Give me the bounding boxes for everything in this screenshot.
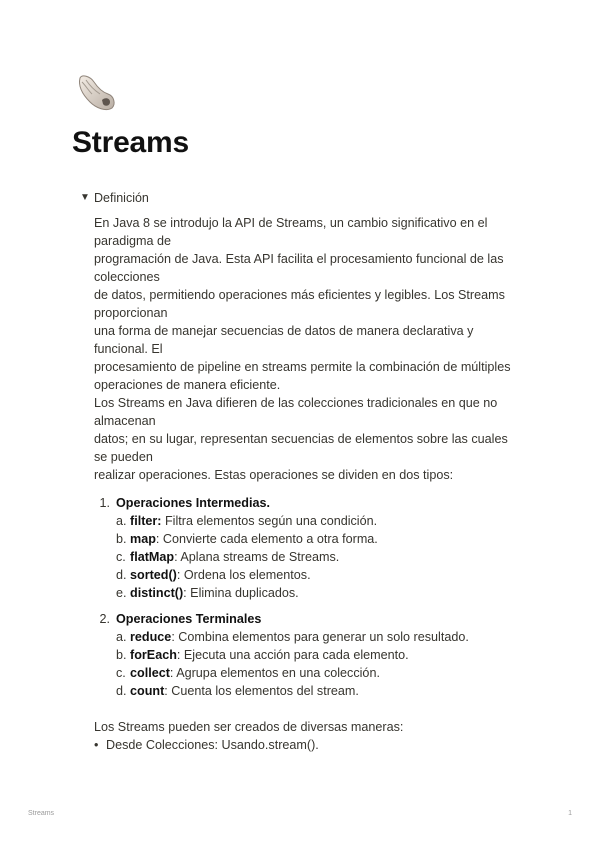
- text-line: operaciones de manera eficiente.: [94, 378, 281, 392]
- text-line: Los Streams pueden ser creados de diversas maneras:: [94, 720, 404, 734]
- sub-list-item: c. flatMap: Aplana streams de Streams.: [116, 550, 340, 564]
- creation-text: [94, 718, 530, 754]
- text-line: En Java 8 se introdujo la API de Streams, un cambio significativo en el: [94, 216, 488, 230]
- text-line: datos; en su lugar, representan secuencias de elementos sobre las cuales: [94, 432, 508, 446]
- toggle-summary-label: Definición: [94, 191, 149, 205]
- bullet-text: Desde Colecciones: Usando.stream().: [106, 738, 319, 752]
- definition-text: [94, 214, 530, 484]
- footer-title: Streams: [28, 810, 55, 817]
- text-line: Los Streams en Java difieren de las colecciones tradicionales en que no: [94, 396, 498, 410]
- text-line: proporcionan: [94, 306, 168, 320]
- page-title: Streams: [72, 126, 190, 159]
- bullet-icon: •: [94, 738, 99, 752]
- text-line: paradigma de: [94, 234, 172, 248]
- text-line: colecciones: [94, 270, 160, 284]
- operations-list: [94, 494, 530, 700]
- text-line: procesamiento de pipeline en streams permite la combinación de múltiples: [94, 360, 511, 374]
- toggle-summary[interactable]: [80, 190, 530, 206]
- list-title: Operaciones Terminales: [116, 612, 262, 626]
- triangle-down-icon[interactable]: ▼: [80, 192, 90, 203]
- sub-list-item: c. collect: Agrupa elementos en una colección.: [116, 666, 380, 680]
- sub-list-item: b. forEach: Ejecuta una acción para cada elemento.: [116, 648, 409, 662]
- text-line: una forma de manejar secuencias de datos de manera declarativa y: [94, 324, 474, 338]
- text-line: funcional. El: [94, 342, 163, 356]
- sub-list-item: b. map: Convierte cada elemento a otra forma.: [116, 532, 378, 546]
- list-title: Operaciones Intermedias.: [116, 496, 270, 510]
- page-number: 1: [568, 810, 572, 817]
- list-number: 1.: [99, 496, 110, 510]
- shell-icon: [72, 72, 118, 118]
- bullet-item: [94, 736, 530, 754]
- sub-list-item: a. reduce: Combina elementos para generar un solo resultado.: [116, 630, 469, 644]
- sub-list-item: e. distinct(): Elimina duplicados.: [116, 586, 299, 600]
- text-line: programación de Java. Esta API facilita el procesamiento funcional de las: [94, 252, 504, 266]
- sub-list-item: d. sorted(): Ordena los elementos.: [116, 568, 311, 582]
- definition-toggle: [80, 190, 530, 754]
- text-line: almacenan: [94, 414, 156, 428]
- list-item: [94, 494, 530, 602]
- text-line: se pueden: [94, 450, 153, 464]
- sub-list-item: a. filter: Filtra elementos según una condición.: [116, 514, 378, 528]
- sub-list-item: d. count: Cuenta los elementos del stream.: [116, 684, 359, 698]
- text-line: realizar operaciones. Estas operaciones se dividen en dos tipos:: [94, 468, 454, 482]
- text-line: de datos, permitiendo operaciones más eficientes y legibles. Los Streams: [94, 288, 505, 302]
- list-number: 2.: [99, 612, 110, 626]
- list-item: [94, 610, 530, 700]
